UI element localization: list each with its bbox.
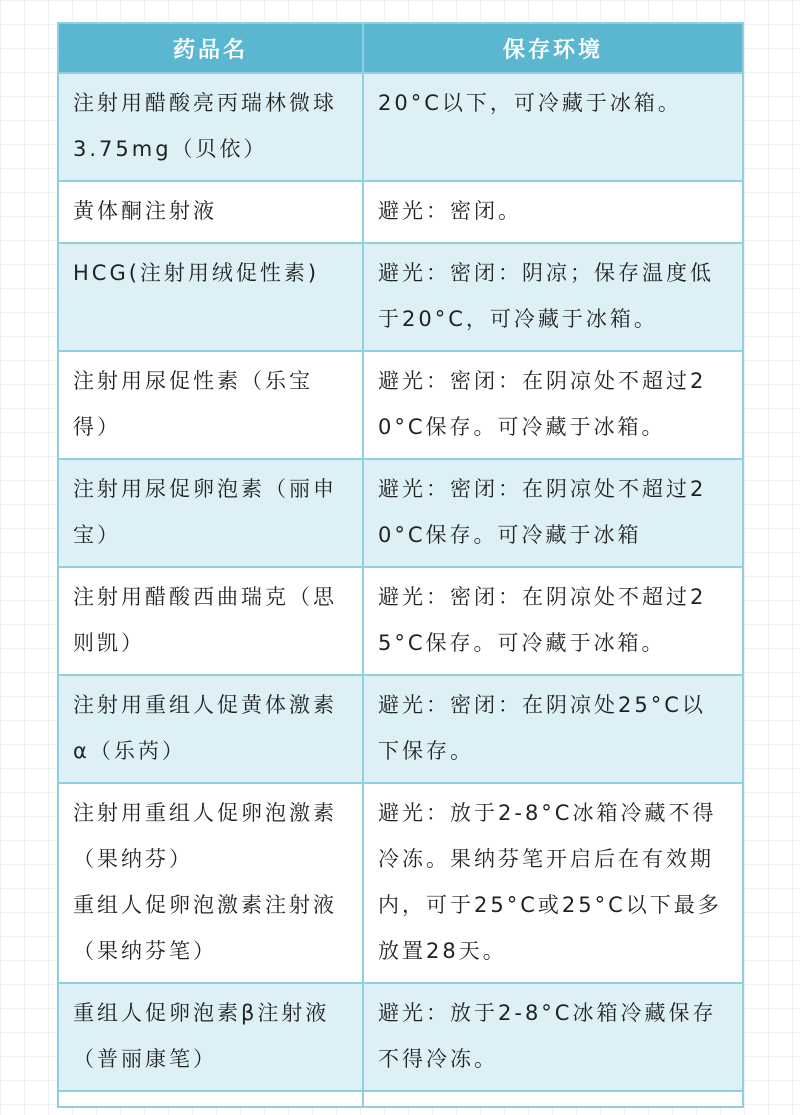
medicine-name-cell <box>58 181 363 243</box>
medicine-name-text: 重组人促卵泡素β注射液（普丽康笔） <box>73 1001 330 1071</box>
storage-cell <box>363 459 743 567</box>
storage-cell <box>363 73 743 181</box>
medicine-name-text: 注射用尿促性素（乐宝得） <box>73 369 313 439</box>
storage-cell <box>363 783 743 983</box>
header-storage-environment: 保存环境 <box>363 23 743 73</box>
storage-text: 避光：密闭：在阴凉处不超过20°C保存。可冷藏于冰箱 <box>378 477 707 547</box>
medicine-name-text: HCG(注射用绒促性素) <box>73 261 320 285</box>
table-header-row <box>58 23 743 73</box>
table-row <box>58 181 743 243</box>
medicine-name-cell <box>58 783 363 983</box>
storage-text: 20°C以下，可冷藏于冰箱。 <box>378 91 682 115</box>
storage-text: 避光：放于2-8°C冰箱冷藏保存不得冷冻。 <box>378 1001 717 1071</box>
storage-text: 避光：密闭：在阴凉处不超过20°C保存。可冷藏于冰箱。 <box>378 369 707 439</box>
table-row <box>58 567 743 675</box>
medicine-name-cell <box>58 73 363 181</box>
empty-cell <box>363 1091 743 1107</box>
medicine-name-text: 注射用重组人促卵泡激素（果纳芬） <box>73 801 337 871</box>
table-row <box>58 351 743 459</box>
medicine-name-text: 注射用重组人促黄体激素α（乐芮） <box>73 693 337 763</box>
table-row <box>58 675 743 783</box>
table-row <box>58 459 743 567</box>
storage-cell <box>363 243 743 351</box>
medicine-storage-table-container <box>57 22 742 1108</box>
storage-cell <box>363 675 743 783</box>
table-row <box>58 783 743 983</box>
storage-text: 避光：密闭：在阴凉处25°C以下保存。 <box>378 693 706 763</box>
medicine-name-cell <box>58 675 363 783</box>
header-medicine-name: 药品名 <box>58 23 363 73</box>
table-row <box>58 73 743 181</box>
storage-cell <box>363 983 743 1091</box>
storage-cell <box>363 567 743 675</box>
medicine-name-text: 注射用尿促卵泡素（丽申宝） <box>73 477 337 547</box>
medicine-name-text: 注射用醋酸西曲瑞克（思则凯） <box>73 585 337 655</box>
medicine-name-cell <box>58 983 363 1091</box>
table-row <box>58 243 743 351</box>
storage-text: 避光：放于2-8°C冰箱冷藏不得冷冻。果纳芬笔开启后在有效期内，可于25°C或25°C以下最多放置28天。 <box>378 801 722 963</box>
medicine-name-text: 注射用醋酸亮丙瑞林微球 3.75mg（贝依） <box>73 91 337 161</box>
table-row-partial <box>58 1091 743 1107</box>
storage-cell <box>363 181 743 243</box>
table-row <box>58 983 743 1091</box>
medicine-name-cell <box>58 243 363 351</box>
medicine-name-cell <box>58 567 363 675</box>
storage-text: 避光：密闭：阴凉；保存温度低于20°C，可冷藏于冰箱。 <box>378 261 714 331</box>
medicine-name-text: 黄体酮注射液 <box>73 199 217 223</box>
medicine-name-cell <box>58 351 363 459</box>
medicine-storage-table <box>57 22 744 1108</box>
medicine-name-text-secondary: 重组人促卵泡激素注射液（果纳芬笔） <box>73 893 337 963</box>
medicine-name-cell <box>58 459 363 567</box>
storage-text: 避光：密闭。 <box>378 199 522 223</box>
empty-cell <box>58 1091 363 1107</box>
storage-text: 避光：密闭：在阴凉处不超过25°C保存。可冷藏于冰箱。 <box>378 585 707 655</box>
storage-cell <box>363 351 743 459</box>
